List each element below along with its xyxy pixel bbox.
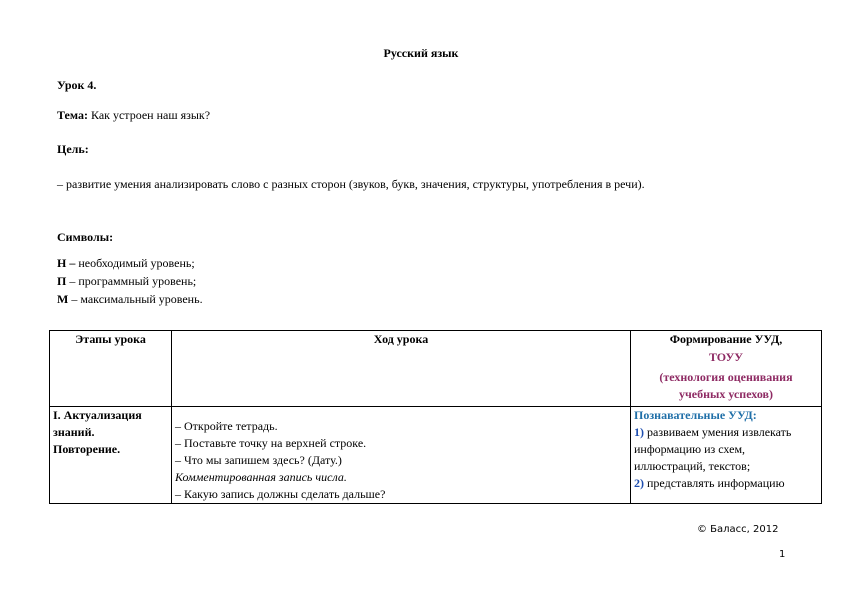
topic-value: Как устроен наш язык? — [90, 108, 211, 122]
table-header-row — [50, 331, 822, 407]
course-line: – Откройте тетрадь. — [175, 419, 278, 433]
goal-label: Цель: — [57, 142, 89, 156]
header-uud-title: Формирование УУД, — [669, 332, 783, 346]
topic-line — [57, 108, 210, 122]
course-cell — [172, 407, 631, 504]
stage-cell — [50, 407, 172, 504]
uud-item — [634, 475, 818, 492]
symbol-key: М — [57, 292, 69, 306]
header-uud — [631, 331, 822, 407]
uud-item-number: 2) — [634, 476, 644, 490]
symbol-text: необходимый уровень; — [78, 256, 195, 270]
symbol-line-n — [57, 256, 195, 270]
header-stages: Этапы урока — [50, 331, 172, 407]
lesson-number: Урок 4. — [57, 78, 97, 92]
stage-line: I. Актуализация — [53, 408, 142, 422]
symbol-line-m — [57, 292, 203, 306]
stage-line: Повторение. — [53, 442, 121, 456]
symbol-text: – максимальный уровень. — [71, 292, 203, 306]
header-toyy-full-2: учебных успехов) — [678, 387, 774, 401]
symbol-line-p — [57, 274, 196, 288]
uud-title: Познавательные УУД: — [634, 408, 757, 422]
uud-item — [634, 441, 818, 458]
stage-line: знаний. — [53, 425, 95, 439]
header-course: Ход урока — [172, 331, 631, 407]
uud-item-text: информацию из схем, — [634, 442, 746, 456]
symbol-key: П — [57, 274, 67, 288]
symbol-text: – программный уровень; — [69, 274, 197, 288]
course-line: – Поставьте точку на верхней строке. — [175, 436, 367, 450]
course-line-italic: Комментированная запись числа. — [175, 470, 347, 484]
uud-cell — [631, 407, 822, 504]
uud-item — [634, 458, 818, 475]
header-toyy: ТОУУ — [708, 350, 744, 364]
symbol-key: Н – — [57, 256, 76, 270]
table-row — [50, 407, 822, 504]
topic-label: Тема: — [57, 108, 88, 122]
symbols-title: Символы: — [57, 230, 114, 244]
header-toyy-full-1: (технология оценивания — [659, 370, 793, 384]
uud-item-text: развиваем умения извлекать — [647, 425, 792, 439]
course-line: – Что мы запишем здесь? (Дату.) — [175, 453, 342, 467]
document-subject: Русский язык — [383, 46, 459, 60]
lesson-table — [49, 330, 822, 504]
course-line: – Какую запись должны сделать дальше? — [175, 487, 386, 501]
uud-item-number: 1) — [634, 425, 644, 439]
uud-item-text: иллюстраций, текстов; — [634, 459, 751, 473]
page-number: 1 — [779, 549, 786, 560]
goal-text: – развитие умения анализировать слово с разных сторон (звуков, букв, значения, структуры, употребления в речи). — [57, 177, 645, 191]
copyright: © Баласс, 2012 — [697, 524, 779, 535]
uud-item-text: представлять информацию — [647, 476, 785, 490]
uud-item — [634, 424, 818, 441]
